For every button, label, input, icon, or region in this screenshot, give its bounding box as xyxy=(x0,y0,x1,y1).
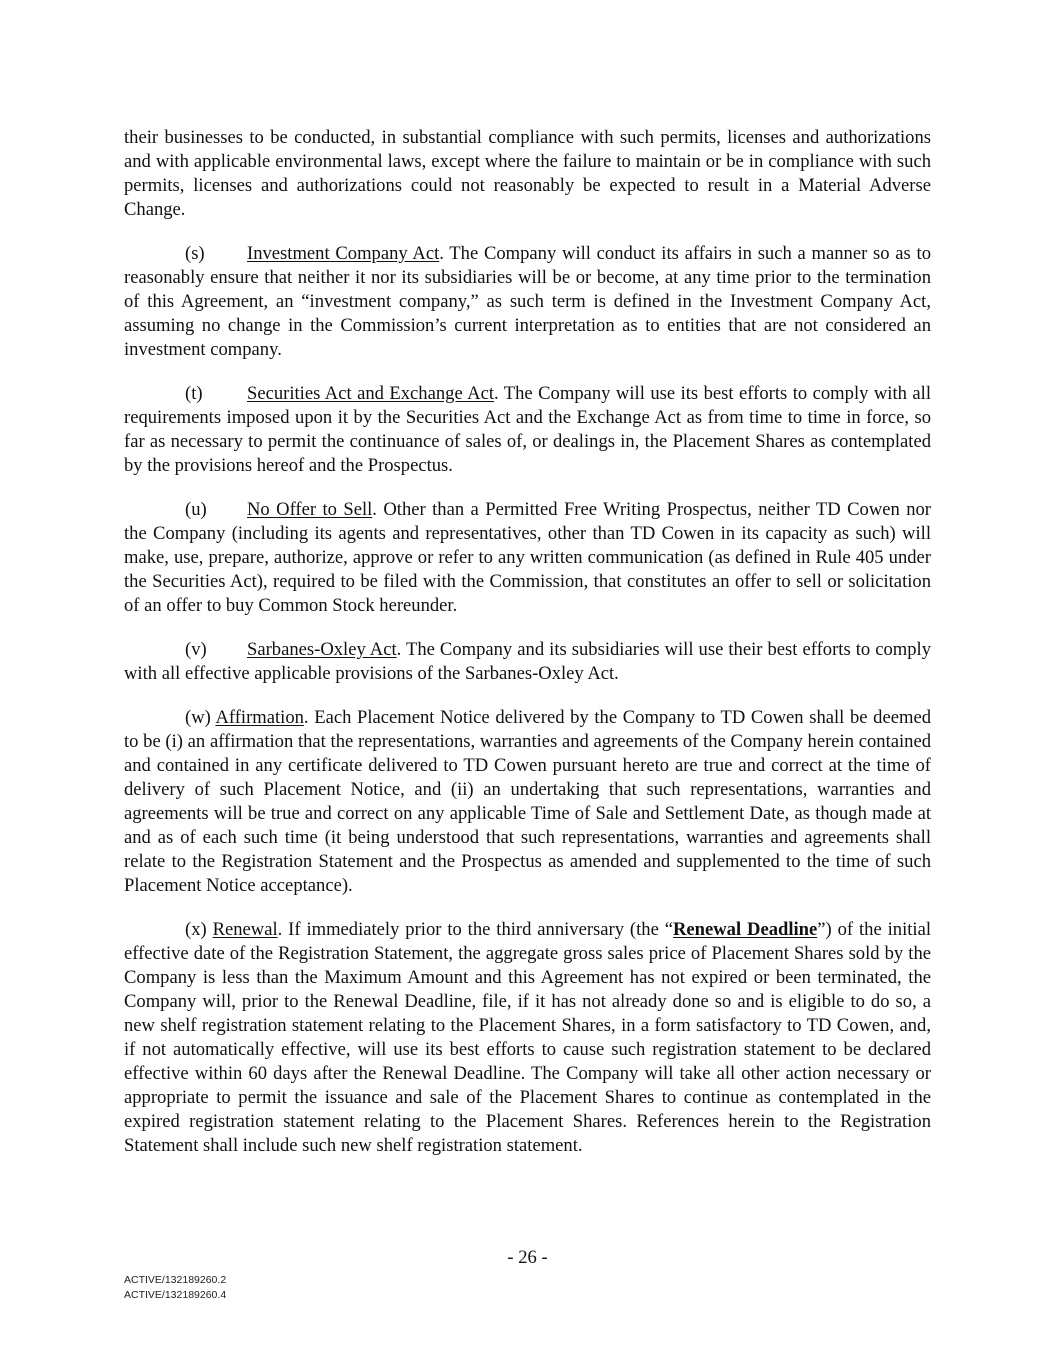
section-s-body: . The Company will conduct its affairs in such a manner so as to reasonably ensure that neither it nor its subsidiaries will be or become, at any time prior to the termination of this Agreement, an “investment company,” as such term is defined in the Investment Company Act, assuming no change in the Commission’s current interpretation as to entities that are not considered an investment company. xyxy=(124,243,931,360)
section-t-heading: Securities Act and Exchange Act xyxy=(247,383,494,404)
defined-term-renewal-deadline: Renewal Deadline xyxy=(672,919,818,940)
section-u xyxy=(124,498,931,618)
section-t xyxy=(124,382,931,478)
section-x-body-after: ”) of the initial effective date of the Registration Statement, the aggregate gross sales price of Placement Shares sold by the Company is less than the Maximum Amount and this Agreement has not expired or been terminated, the Company will, prior to the Renewal Deadline, file, if it has not already done so and is eligible to do so, a new shelf registration statement relating to the Placement Shares, in a form satisfactory to TD Cowen, and, if not automatically effective, will use its best efforts to cause such registration statement to be declared effective within 60 days after the Renewal Deadline. The Company will take all other action necessary or appropriate to permit the issuance and sale of the Placement Shares to continue as contemplated in the expired registration statement relating to the Placement Shares. References herein to the Registration Statement shall include such new shelf registration statement. xyxy=(124,919,931,1156)
section-x xyxy=(124,918,931,1158)
section-s xyxy=(124,242,931,362)
section-w xyxy=(124,706,931,898)
section-s-heading: Investment Company Act xyxy=(247,243,440,264)
document-page xyxy=(124,126,931,1178)
section-w-heading: Affirmation xyxy=(215,707,304,728)
page-number: - 26 - xyxy=(507,1247,548,1268)
section-t-body: . The Company will use its best efforts to comply with all requirements imposed upon it by the Securities Act and the Exchange Act as from time to time in force, so far as necessary to permit the continuance of sales of, or dealings in, the Placement Shares as contemplated by the provisions hereof and the Prospectus. xyxy=(124,383,931,476)
section-v-body: . The Company and its subsidiaries will use their best efforts to comply with all effective applicable provisions of the Sarbanes-Oxley Act. xyxy=(124,639,931,684)
section-u-label: (u) xyxy=(185,499,207,520)
section-u-body: . Other than a Permitted Free Writing Prospectus, neither TD Cowen nor the Company (including its agents and representatives, other than TD Cowen in its capacity as such) will make, use, prepare, authorize, approve or refer to any written communication (as defined in Rule 405 under the Securities Act), required to be filed with the Commission, that constitutes an offer to sell or solicitation of an offer to buy Common Stock hereunder. xyxy=(124,499,931,616)
intro-paragraph: their businesses to be conducted, in substantial compliance with such permits, licenses and authorizations and with applicable environmental laws, except where the failure to maintain or be in compliance with such permits, licenses and authorizations could not reasonably be expected to result in a Material Adverse Change. xyxy=(124,127,931,220)
section-t-label: (t) xyxy=(185,383,203,404)
section-s-label: (s) xyxy=(185,243,205,264)
section-w-body: . Each Placement Notice delivered by the Company to TD Cowen shall be deemed to be (i) an affirmation that the representations, warranties and agreements of the Company herein contained and contained in any certificate delivered to TD Cowen pursuant hereto are true and correct at the time of delivery of such Placement Notice, and (ii) an undertaking that such representations, warranties and agreements will be true and correct on any applicable Time of Sale and Settlement Date, as though made at and as of each such time (it being understood that such representations, warranties and agreements shall relate to the Registration Statement and the Prospectus as amended and supplemented to the time of such Placement Notice acceptance). xyxy=(124,707,931,896)
section-v-heading: Sarbanes-Oxley Act xyxy=(247,639,397,660)
section-x-label: (x) xyxy=(185,919,213,940)
section-u-heading: No Offer to Sell xyxy=(247,499,373,520)
section-v-label: (v) xyxy=(185,639,207,660)
section-v xyxy=(124,638,931,686)
section-x-heading: Renewal xyxy=(212,919,278,940)
footer-doc-id-2: ACTIVE/132189260.4 xyxy=(124,1289,227,1301)
section-x-body-before: . If immediately prior to the third anniversary (the “ xyxy=(277,919,673,940)
section-w-label: (w) xyxy=(185,707,216,728)
footer-doc-id-1: ACTIVE/132189260.2 xyxy=(124,1274,227,1286)
